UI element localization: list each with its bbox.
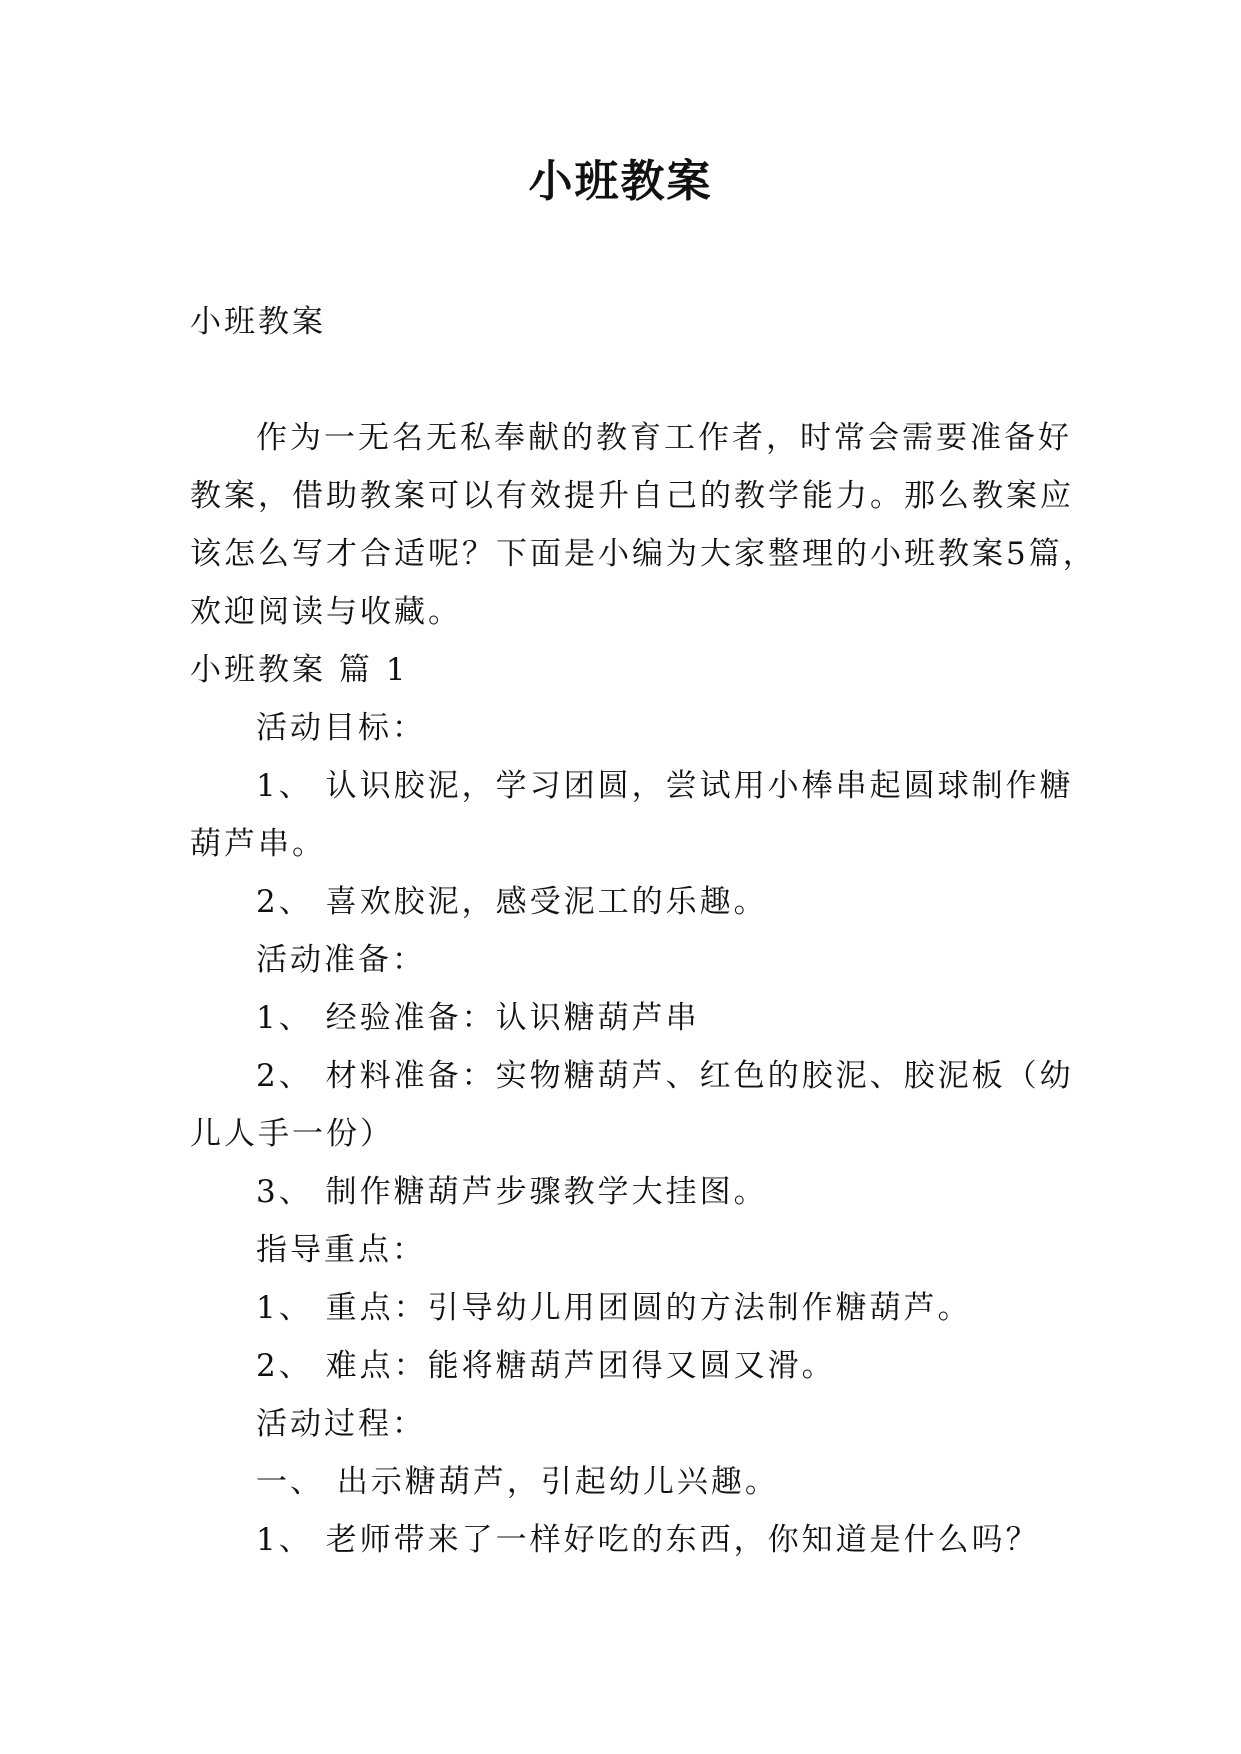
content-line: 一、 出示糖葫芦，引起幼儿兴趣。 xyxy=(256,1464,779,1500)
spacer xyxy=(190,351,1060,409)
content-line: 儿人手一份） xyxy=(190,1116,394,1152)
content-line: 2、 喜欢胶泥，感受泥工的乐趣。 xyxy=(256,884,768,920)
content-line: 2、 材料准备：实物糖葫芦、红色的胶泥、胶泥板（幼 xyxy=(256,1058,1074,1094)
content-line: 活动过程： xyxy=(256,1406,426,1442)
section-heading: 小班教案 篇 1 xyxy=(190,652,409,688)
content-line: 1、 老师带来了一样好吃的东西，你知道是什么吗？ xyxy=(256,1522,1040,1558)
content-line: 1、 重点：引导幼儿用团圆的方法制作糖葫芦。 xyxy=(256,1290,972,1326)
document-body xyxy=(190,293,1097,1569)
content-line: 葫芦串。 xyxy=(190,826,326,862)
intro-line: 该怎么写才合适呢？下面是小编为大家整理的小班教案5篇， xyxy=(190,536,1097,572)
intro-line: 欢迎阅读与收藏。 xyxy=(190,594,462,630)
content-line: 3、 制作糖葫芦步骤教学大挂图。 xyxy=(256,1174,768,1210)
content-line: 1、 经验准备：认识糖葫芦串 xyxy=(256,1000,700,1036)
content-line: 1、 认识胶泥，学习团圆，尝试用小棒串起圆球制作糖 xyxy=(256,768,1074,804)
document-subtitle: 小班教案 xyxy=(190,304,326,340)
intro-line: 教案，借助教案可以有效提升自己的教学能力。那么教案应 xyxy=(190,478,1074,514)
intro-line: 作为一无名无私奉献的教育工作者，时常会需要准备好 xyxy=(256,420,1072,456)
content-line: 活动目标： xyxy=(256,710,426,746)
content-line: 指导重点： xyxy=(256,1232,426,1268)
content-line: 活动准备： xyxy=(256,942,426,978)
document-title: 小班教案 xyxy=(528,156,713,207)
content-line: 2、 难点：能将糖葫芦团得又圆又滑。 xyxy=(256,1348,836,1384)
